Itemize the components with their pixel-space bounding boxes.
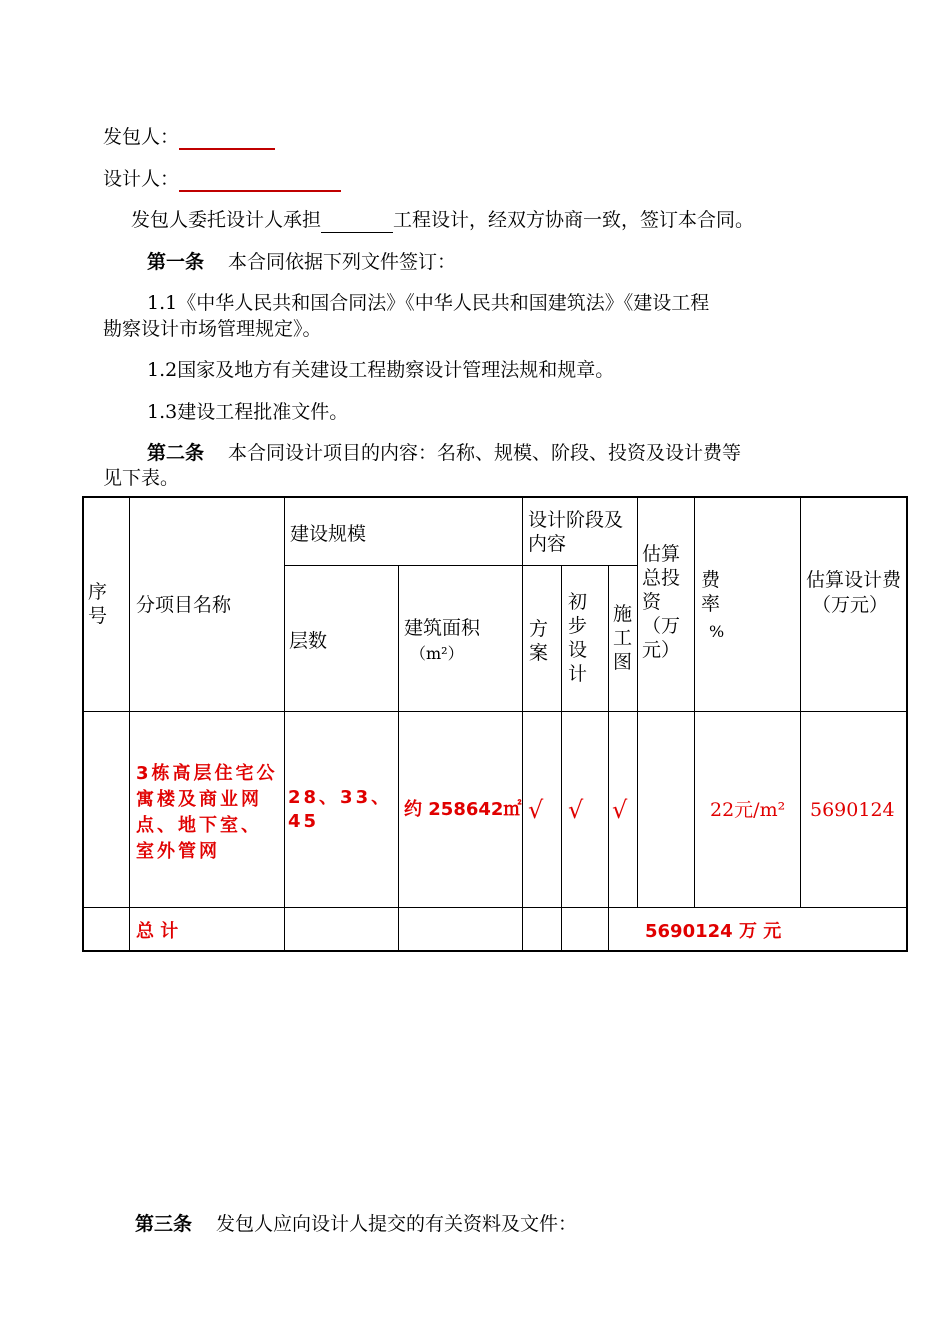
row-scheme-check: √ — [528, 796, 544, 824]
row-floors: 28、33、45 — [288, 787, 393, 832]
intro-text-a: 发包人委托设计人承担 — [131, 209, 322, 231]
employer-label: 发包人： — [103, 126, 180, 148]
article1-item1-line2: 勘察设计市场管理规定》。 — [103, 318, 322, 340]
row-area: 约 258642㎡ — [404, 799, 522, 820]
header-area: 建筑面积 — [404, 617, 481, 639]
article1-title: 第一条 — [147, 251, 205, 273]
header-stage: 设计阶段及内容 — [528, 509, 624, 555]
designer-label: 设计人： — [103, 168, 180, 190]
article2-title: 第二条 — [147, 442, 205, 464]
total-label: 总 计 — [136, 921, 179, 942]
total-value: 5690124 万 元 — [645, 921, 782, 942]
article1-item1-line1: 1.1《中华人民共和国合同法》《中华人民共和国建筑法》《建设工程 — [147, 292, 710, 314]
article1-heading — [147, 249, 456, 275]
article1-text: 本合同依据下列文件签订： — [228, 251, 457, 273]
header-scheme: 方案 — [529, 618, 549, 664]
header-fee-unit: （万元） — [812, 594, 889, 616]
header-floors: 层数 — [289, 630, 328, 652]
designer-line — [103, 166, 341, 192]
project-blank[interactable] — [321, 210, 393, 233]
header-seq: 序号 — [88, 581, 108, 627]
article3-text: 发包人应向设计人提交的有关资料及文件： — [216, 1213, 578, 1235]
header-area-unit: （m²） — [410, 644, 464, 663]
employer-line — [103, 124, 275, 150]
row-construction-check: √ — [612, 796, 628, 824]
header-rate: 费率 — [701, 569, 721, 615]
article1-item3: 1.3建设工程批准文件。 — [147, 401, 349, 423]
header-construction: 施工图 — [613, 603, 633, 673]
header-rate-unit: % — [709, 622, 725, 641]
header-fee: 估算设计费 — [806, 569, 902, 591]
row-fee: 5690124 — [810, 799, 895, 821]
header-name: 分项目名称 — [136, 594, 232, 616]
article1-item2: 1.2国家及地方有关建设工程勘察设计管理法规和规章。 — [147, 359, 615, 381]
intro-paragraph — [131, 207, 754, 233]
header-prelim: 初步设计 — [568, 591, 588, 685]
article3-title: 第三条 — [135, 1213, 193, 1235]
article2-text-line2: 见下表。 — [103, 467, 180, 489]
article3-heading — [135, 1211, 577, 1237]
designer-blank[interactable] — [179, 168, 341, 192]
article2-text-line1: 本合同设计项目的内容：名称、规模、阶段、投资及设计费等 — [228, 442, 742, 464]
project-table — [82, 496, 908, 952]
row-prelim-check: √ — [568, 796, 584, 824]
header-scale: 建设规模 — [290, 523, 367, 545]
row-rate: 22元/m² — [710, 799, 786, 821]
employer-blank[interactable] — [179, 126, 275, 150]
header-investment: 估算总投资（万元） — [642, 543, 681, 661]
article2-heading — [147, 440, 741, 466]
row-project-name: 3栋高层住宅公寓楼及商业网点、地下室、室外管网 — [136, 763, 278, 862]
intro-text-b: 工程设计，经双方协商一致，签订本合同。 — [393, 209, 755, 231]
